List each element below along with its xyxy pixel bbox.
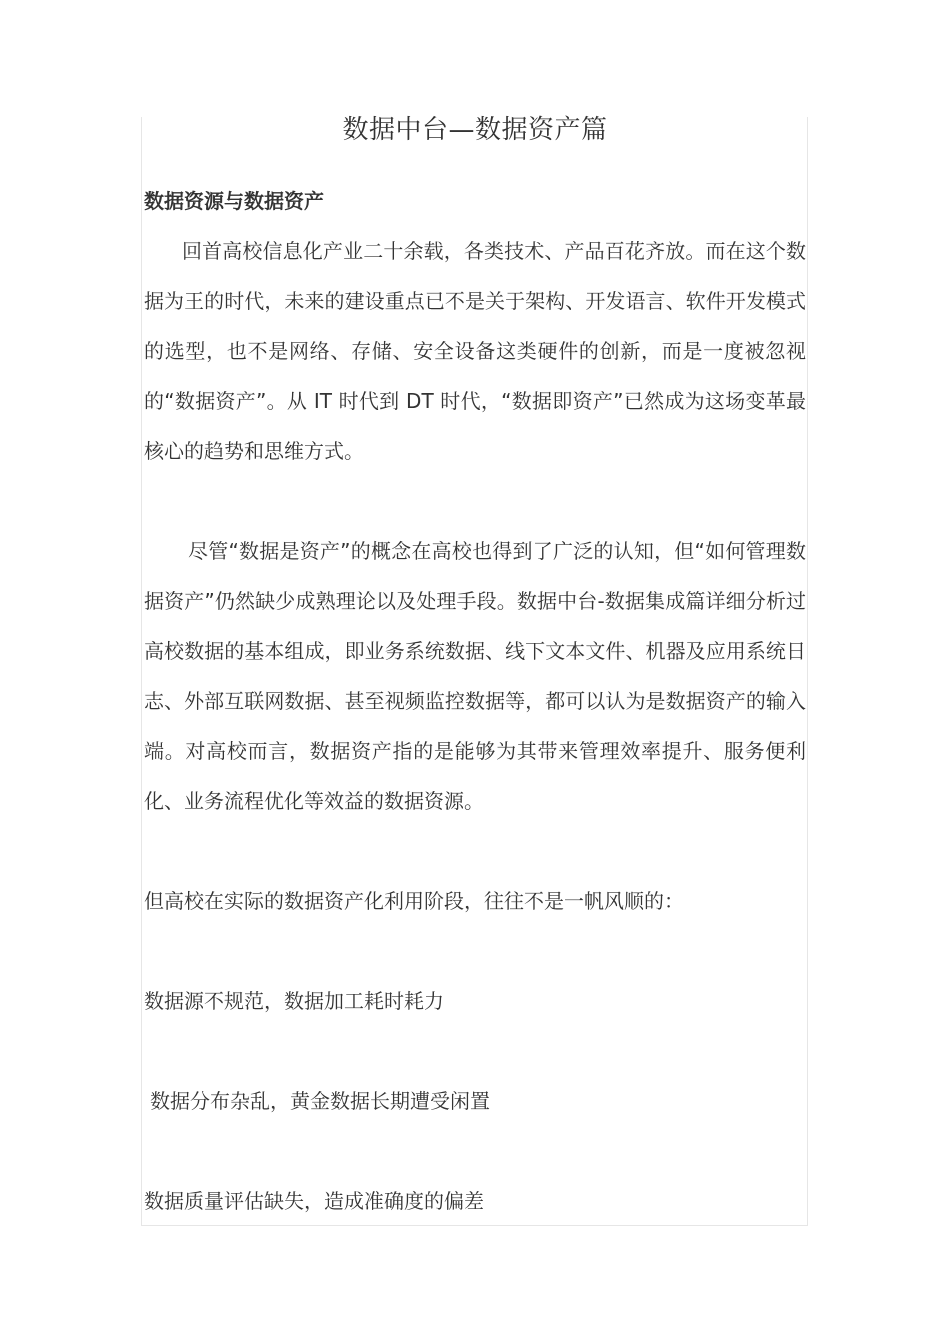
paragraph-data-assets: 尽管“数据是资产”的概念在高校也得到了广泛的认知，但“如何管理数据资产”仍然缺少成熟理论以及处理手段。数据中台-数据集成篇详细分析过高校数据的基本组成，即业务系统数据、线下文本文件、机器及应用系统日志、外部互联网数据、甚至视频监控数据等，都可以认为是数据资产的输入端。对高校而言，数据资产指的是能够为其带来管理效率提升、服务便利化、业务流程优化等效益的数据资源。 [144,539,806,813]
issue-item-2: 数据分布杂乱，黄金数据长期遭受闲置 [150,1089,490,1113]
paragraph-intro: 回首高校信息化产业二十余载，各类技术、产品百花齐放。而在这个数据为王的时代，未来的建设重点已不是关于架构、开发语言、软件开发模式的选型，也不是网络、存储、安全设备这类硬件的创新，而是一度被忽视的“数据资产”。从 IT 时代到 DT 时代，“数据即资产”已然成为这场变革最核心的趋势和思维方式。 [144,239,806,463]
document-title: 数据中台—数据资产篇 [342,115,608,145]
blank-line [144,1126,806,1176]
issue-item-3: 数据质量评估缺失，造成准确度的偏差 [144,1189,484,1213]
intro-line: 但高校在实际的数据资产化利用阶段，往往不是一帆风顺的： [144,889,684,913]
blank-line [144,476,806,526]
issue-item-1: 数据源不规范，数据加工耗时耗力 [144,989,444,1013]
blank-line [144,926,806,976]
document-body [144,105,806,1226]
blank-line [144,826,806,876]
section-heading: 数据资源与数据资产 [144,189,324,213]
blank-line [144,1026,806,1076]
